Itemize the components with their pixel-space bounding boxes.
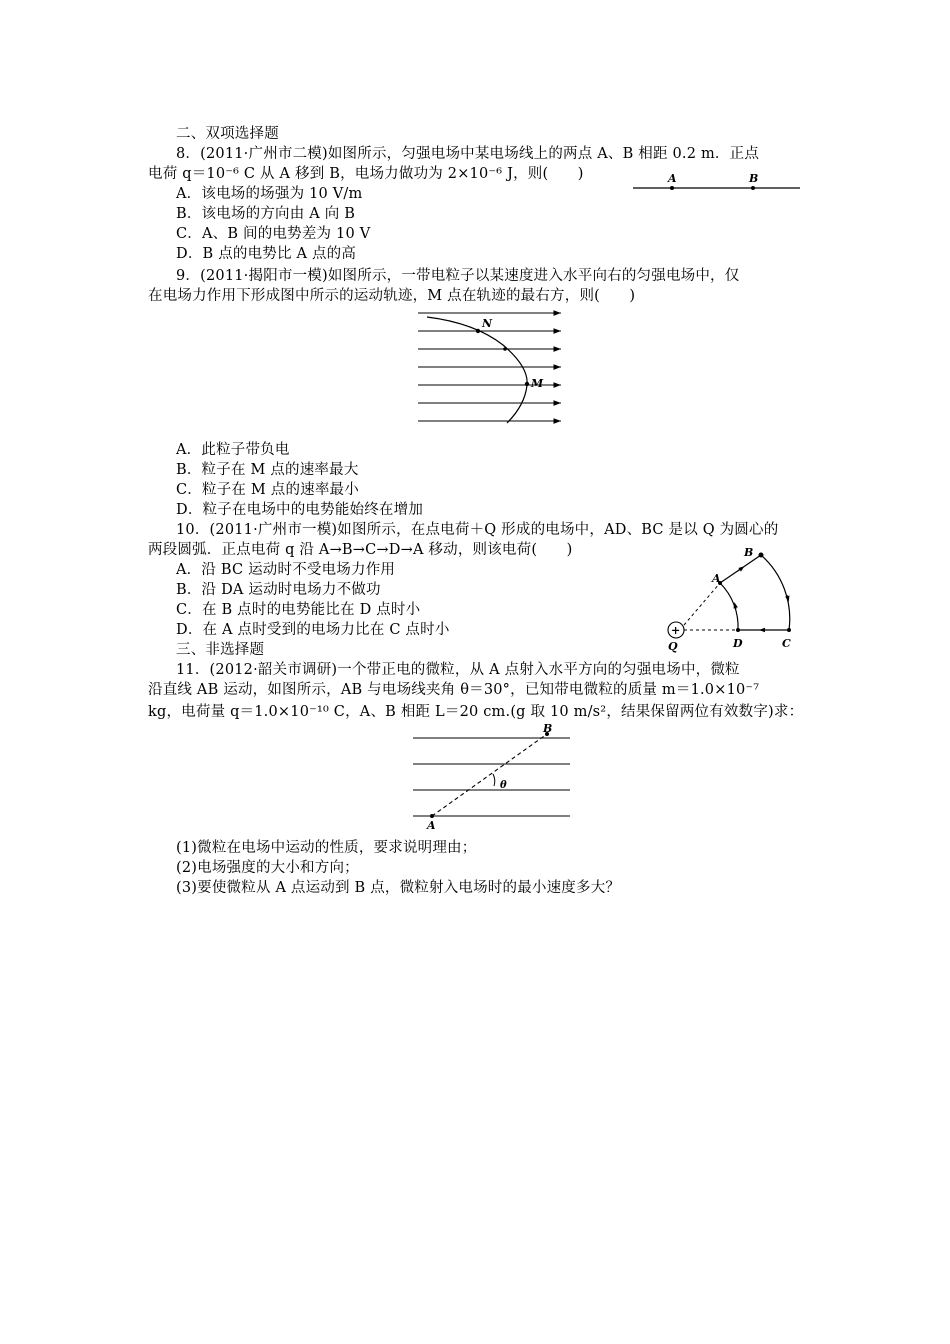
point-b	[751, 186, 755, 190]
q8-stem-line2: 电荷 q＝10⁻⁶ C 从 A 移到 B，电场力做功为 2×10⁻⁶ J，则( )	[148, 166, 584, 182]
q10-option-c: C．在 B 点时的电势能比在 D 点时小	[176, 602, 421, 618]
q11-subquestion-1: (1)微粒在电场中运动的性质，要求说明理由；	[176, 840, 477, 856]
label-b: B	[744, 546, 754, 559]
q9-option-c: C．粒子在 M 点的速率最小	[176, 482, 359, 498]
q9-option-a: A．此粒子带负电	[176, 442, 290, 458]
label-q: Q	[668, 640, 678, 653]
q11-subquestion-2: (2)电场强度的大小和方向；	[176, 860, 359, 876]
dashed-radius	[684, 583, 720, 625]
q10-point-charge-figure	[660, 543, 805, 653]
label-n: N	[482, 317, 493, 330]
q8-stem-line1: 8．(2011·广州市二模)如图所示，匀强电场中某电场线上的两点 A、B 相距 0.2 m．正点	[176, 146, 760, 162]
q9-option-d: D．粒子在电场中的电势能始终在增加	[176, 502, 424, 518]
label-b: B	[749, 172, 759, 185]
q11-stem-line2: 沿直线 AB 运动，如图所示，AB 与电场线夹角 θ＝30°，已知带电微粒的质量 m＝1.0×10⁻⁷	[148, 682, 760, 698]
q11-subquestion-3: (3)要使微粒从 A 点运动到 B 点，微粒射入电场时的最小速度多大？	[176, 880, 621, 896]
label-d: D	[733, 637, 743, 650]
label-a: A	[712, 572, 721, 585]
point-a	[430, 814, 434, 818]
q10-option-b: B．沿 DA 运动时电场力不做功	[176, 582, 381, 598]
q9-trajectory-figure	[415, 305, 565, 435]
point-n	[476, 329, 480, 333]
label-a: A	[668, 172, 677, 185]
q11-field-figure	[410, 722, 575, 832]
point-a	[670, 186, 674, 190]
arc-bc	[761, 555, 790, 630]
label-m: M	[531, 377, 544, 390]
angle-arc	[493, 774, 495, 786]
label-b: B	[543, 722, 553, 735]
q8-option-b: B．该电场的方向由 A 向 B	[176, 206, 356, 222]
point-m	[525, 382, 529, 386]
label-c: C	[782, 637, 791, 650]
q8-field-line-figure	[630, 168, 805, 198]
label-a: A	[427, 819, 436, 832]
path-ab	[432, 734, 547, 816]
q11-stem-line3: kg，电荷量 q＝1.0×10⁻¹⁰ C，A、B 相距 L＝20 cm.(g 取 10 m/s²，结果保留两位有效数字)求：	[148, 704, 804, 720]
section-title: 二、双项选择题	[176, 126, 279, 142]
svg-text:+: +	[671, 624, 681, 637]
q10-stem-line1: 10．(2011·广州市一模)如图所示，在点电荷＋Q 形成的电场中，AD、BC 是以 Q 为圆心的	[176, 522, 779, 538]
q9-stem-line1: 9．(2011·揭阳市一模)如图所示，一带电粒子以某速度进入水平向右的匀强电场中，仅	[176, 268, 740, 284]
q9-stem-line2: 在电场力作用下形成图中所示的运动轨迹，M 点在轨迹的最右方，则( )	[148, 288, 636, 304]
q10-option-a: A．沿 BC 运动时不受电场力作用	[176, 562, 396, 578]
q9-option-b: B．粒子在 M 点的速率最大	[176, 462, 359, 478]
q8-option-a: A．该电场的场强为 10 V/m	[176, 186, 363, 202]
field-lines	[413, 738, 570, 816]
q11-stem-line1: 11．(2012·韶关市调研)一个带正电的微粒，从 A 点射入水平方向的匀强电场中，微粒	[176, 662, 740, 678]
q10-option-d: D．在 A 点时受到的电场力比在 C 点时小	[176, 622, 450, 638]
q10-stem-line2: 两段圆弧．正点电荷 q 沿 A→B→C→D→A 移动，则该电荷( )	[148, 542, 573, 558]
label-theta: θ	[500, 780, 507, 791]
q8-option-d: D．B 点的电势比 A 点的高	[176, 246, 357, 262]
q8-option-c: C．A、B 间的电势差为 10 V	[176, 226, 371, 242]
section-title: 三、非选择题	[176, 642, 265, 658]
